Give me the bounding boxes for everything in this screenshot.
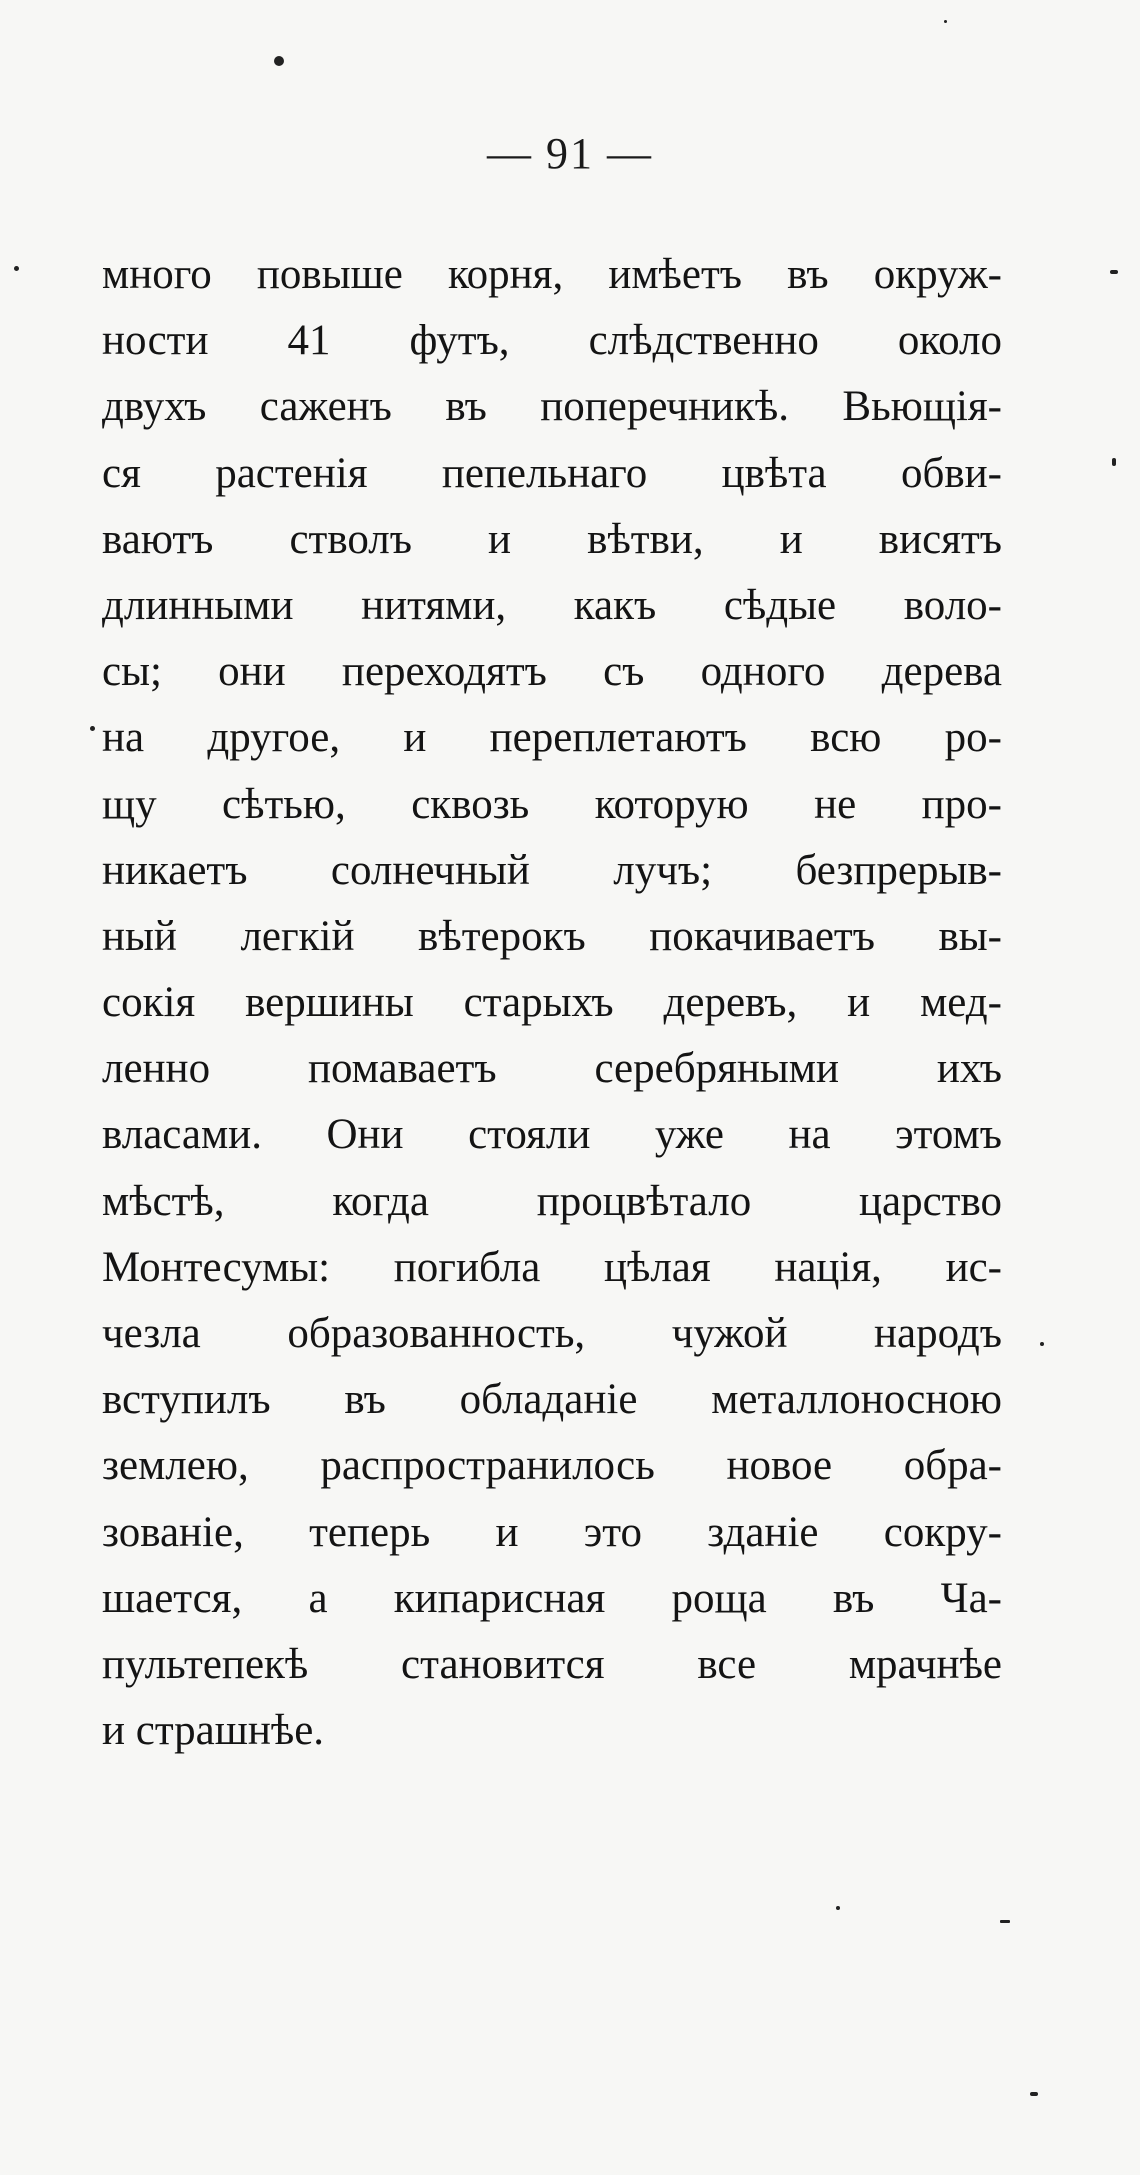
body-text: [102, 242, 1002, 1764]
scan-speck: [836, 1906, 840, 1910]
text-line: чезла образованность, чужой народъ: [102, 1310, 1002, 1357]
text-line: землею, распространилось новое обра-: [102, 1442, 1002, 1490]
text-line: мѣстѣ, когда процвѣтало царство: [102, 1177, 1002, 1225]
page-number: — 91 —: [487, 129, 653, 178]
scan-speck: [274, 56, 284, 66]
text-line: двухъ саженъ въ поперечникѣ. Вьющія-: [102, 383, 1002, 431]
scan-speck: [14, 266, 19, 271]
scan-speck: [1000, 1920, 1010, 1923]
text-line: ный легкій вѣтерокъ покачиваетъ вы-: [102, 912, 1002, 960]
text-line: Монтесумы: погибла цѣлая нація, ис-: [102, 1243, 1002, 1291]
text-line: вступилъ въ обладаніе металлоносною: [102, 1376, 1002, 1424]
text-line: шается, а кипарисная роща въ Ча-: [102, 1574, 1002, 1622]
scan-speck: [1110, 270, 1118, 274]
text-line: на другое, и переплетаютъ всю ро-: [102, 714, 1002, 762]
scan-speck: [1040, 1342, 1044, 1346]
text-line: ся растенія пепельнаго цвѣта обви-: [102, 449, 1002, 497]
text-line: сы; они переходятъ съ одного дерева: [102, 648, 1002, 696]
text-line: никаетъ солнечный лучъ; безпрерыв-: [102, 846, 1002, 894]
text-line: ленно помаваетъ серебряными ихъ: [102, 1045, 1002, 1093]
text-line: длинными нитями, какъ сѣдые воло-: [102, 581, 1002, 629]
scan-speck: [944, 20, 947, 23]
text-line: зованіе, теперь и это зданіе сокру-: [102, 1508, 1002, 1556]
scan-speck: [90, 726, 95, 731]
scan-speck: [1112, 458, 1116, 466]
text-line: и страшнѣе.: [102, 1707, 325, 1755]
text-line: пультепекѣ становится все мрачнѣе: [102, 1640, 1002, 1688]
text-line: власами. Они стояли уже на этомъ: [102, 1111, 1002, 1159]
text-line: ности 41 футъ, слѣдственно около: [102, 317, 1002, 365]
text-line: ваютъ стволъ и вѣтви, и висятъ: [102, 515, 1002, 563]
scan-speck: [1030, 2092, 1038, 2096]
text-line: щу сѣтью, сквозь которую не про-: [102, 780, 1002, 828]
text-line: сокія вершины старыхъ деревъ, и мед-: [102, 979, 1002, 1027]
text-line: много повыше корня, имѣетъ въ окруж-: [102, 251, 1002, 298]
